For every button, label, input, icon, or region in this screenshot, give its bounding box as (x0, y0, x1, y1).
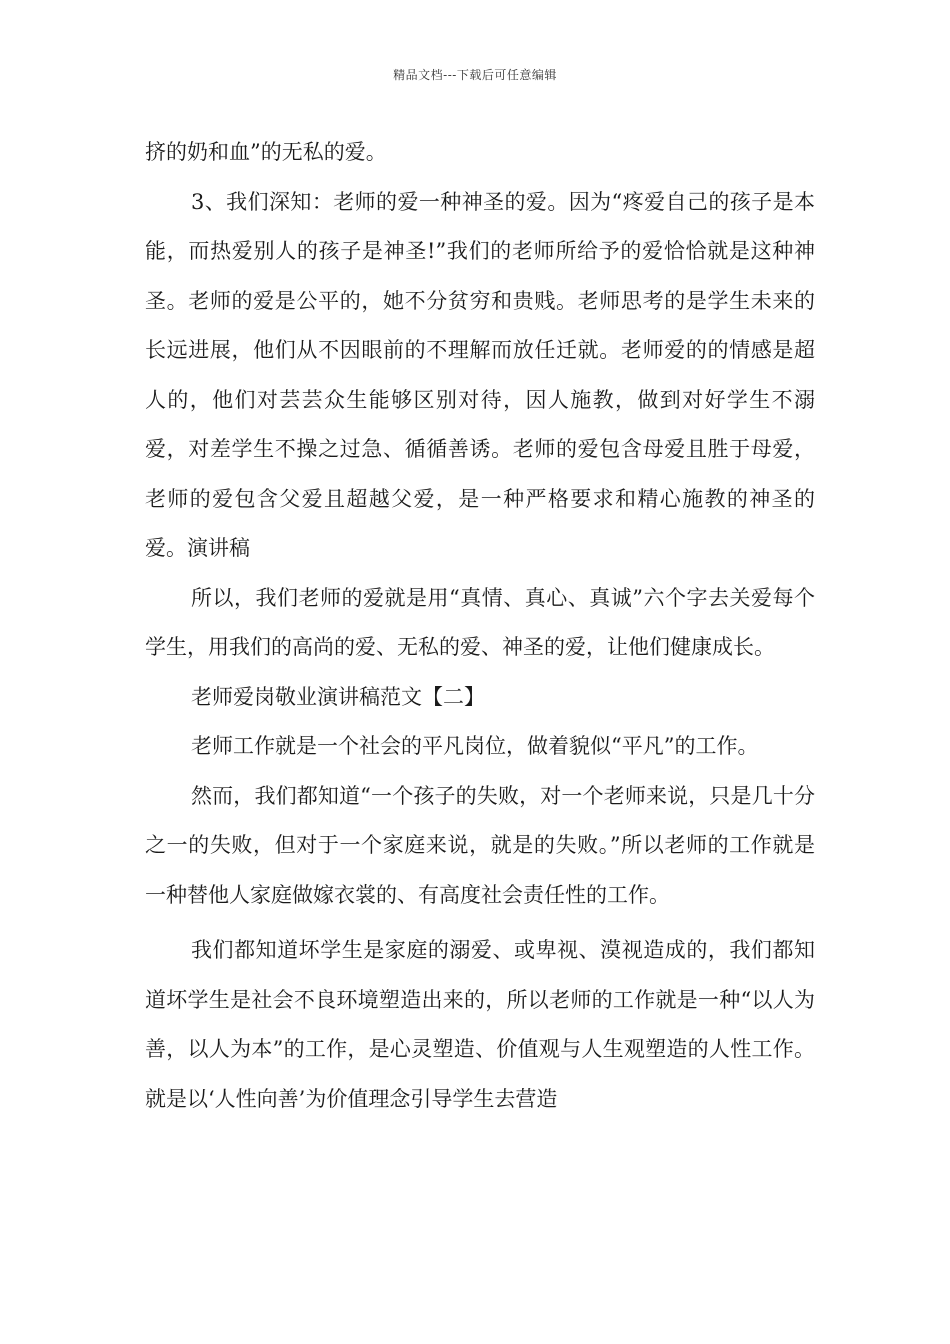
section-heading: 老师爱岗敬业演讲稿范文【二】 (191, 684, 485, 709)
page-header: 精品文档---下载后可任意编辑 (393, 68, 557, 82)
paragraph-child-failure: 然而，我们都知道“一个孩子的失败，对一个老师来说，只是几十分之一的失败，但对于一个家庭来说，就是的失败。”所以老师的工作就是一种替他人家庭做嫁衣裳的、有高度社会责任性的工作。 (145, 783, 815, 907)
paragraph-continuation: 挤的奶和血”的无私的爱。 (145, 140, 387, 164)
paragraph-bad-students: 我们都知道坏学生是家庭的溺爱、或卑视、漠视造成的，我们都知道坏学生是社会不良环境塑造出来的，所以老师的工作就是一种“以人为善，以人为本”的工作，是心灵塑造、价值观与人生观塑造的人性工作。就是以‘人性向善’为价值理念引导学生去营造 (145, 938, 815, 1111)
paragraph-conclusion: 所以，我们老师的爱就是用“真情、真心、真诚”六个字去关爱每个学生，用我们的高尚的爱、无私的爱、神圣的爱，让他们健康成长。 (145, 585, 815, 659)
paragraph-teacher-love-sacred: 3、我们深知：老师的爱一种神圣的爱。因为“疼爱自己的孩子是本能，而热爱别人的孩子是神圣!”我们的老师所给予的爱恰恰就是这种神圣。老师的爱是公平的，她不分贫穷和贵贱。老师思考的是学生未来的长远进展，他们从不因眼前的不理解而放任迁就。老师爱的的情感是超人的，他们对芸芸众生能够区别对待，因人施教，做到对好学生不溺爱，对差学生不操之过急、循循善诱。老师的爱包含母爱且胜于母爱，老师的爱包含父爱且超越父爱，是一种严格要求和精心施教的神圣的爱。演讲稿 (145, 189, 815, 560)
document-body (145, 128, 815, 1124)
paragraph-ordinary-post: 老师工作就是一个社会的平凡岗位，做着貌似“平凡”的工作。 (191, 734, 759, 758)
